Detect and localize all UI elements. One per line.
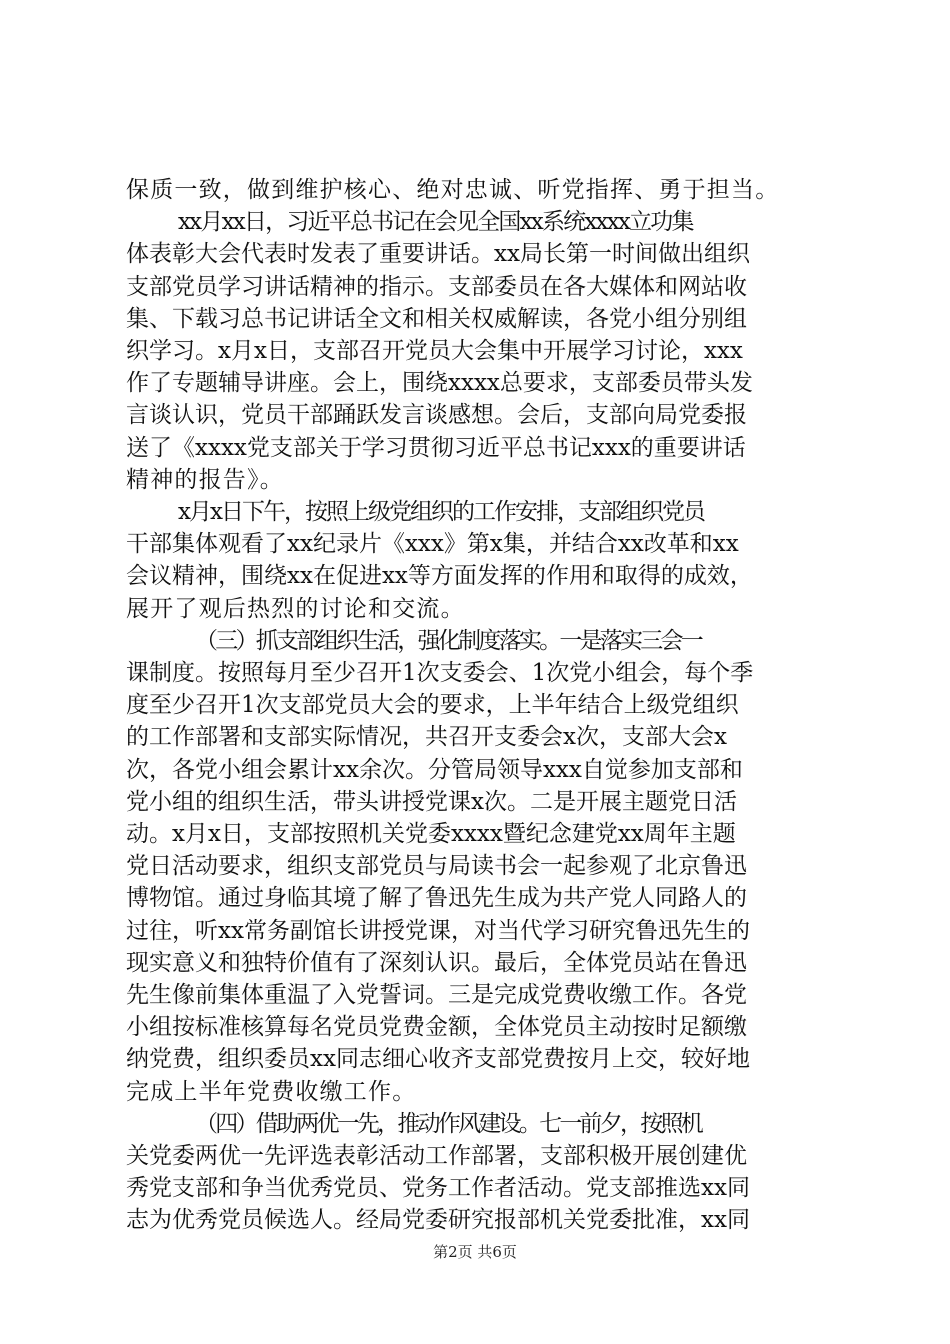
text-line: 党日活动要求，组织支部党员与局读书会一起参观了北京鲁迅 (126, 853, 747, 880)
text-line: 送了《xxxx党支部关于学习贯彻习近平总书记xxx的重要讲话 (126, 434, 746, 461)
text-line: 现实意义和独特价值有了深刻认识。最后，全体党员站在鲁迅 (126, 949, 747, 976)
text-line: 展开了观后热烈的讨论和交流。 (126, 595, 465, 622)
text-line: 的工作部署和支部实际情况，共召开支委会x次，支部大会x (126, 724, 727, 751)
text-line: xx月xx日，习近平总书记在会见全国xx系统xxxx立功集 (178, 209, 693, 236)
text-line: 体表彰大会代表时发表了重要讲话。xx局长第一时间做出组织 (126, 241, 750, 268)
text-line: 会议精神，围绕xx在促进xx等方面发挥的作用和取得的成效， (126, 563, 753, 590)
text-line: 度至少召开1次支部党员大会的要求，上半年结合上级党组织 (126, 692, 739, 719)
text-line: 秀党支部和争当优秀党员、党务工作者活动。党支部推选xx同 (126, 1175, 750, 1202)
text-line: 言谈认识，党员干部踊跃发言谈感想。会后，支部向局党委报 (126, 402, 747, 429)
text-line: 先生像前集体重温了入党誓词。三是完成党费收缴工作。各党 (126, 982, 747, 1008)
text-line: 完成上半年党费收缴工作。 (126, 1078, 417, 1105)
text-line: 精神的报告》。 (126, 466, 284, 493)
text-line: 博物馆。通过身临其境了解了鲁迅先生成为共产党人同路人的 (126, 885, 747, 912)
text-line: 课制度。按照每月至少召开1次支委会、1次党小组会，每个季 (126, 660, 754, 686)
text-line: x月x日下午，按照上级党组织的工作安排，支部组织党员 (178, 499, 704, 525)
text-line: 织学习。x月x日，支部召开党员大会集中开展学习讨论，xxx (126, 338, 743, 364)
text-line: 干部集体观看了xx纪录片《xxx》第x集，并结合xx改革和xx (126, 531, 739, 558)
text-line: 集、下载习总书记讲话全文和相关权威解读，各党小组分别组 (126, 305, 747, 332)
text-line: 保质一致，做到维护核心、绝对忠诚、听党指挥、勇于担当。 (126, 177, 780, 203)
text-line: 次，各党小组会累计xx余次。分管局领导xxx自觉参加支部和 (126, 756, 743, 783)
page-footer: 第2页 共6页 (433, 1243, 517, 1261)
text-line: （四）借助两优一先，推动作风建设。七一前夕，按照机 (195, 1110, 702, 1137)
text-line: 纳党费，组织委员xx同志细心收齐支部党费按月上交，较好地 (126, 1046, 750, 1073)
text-line: 党小组的组织生活，带头讲授党课x次。二是开展主题党日活 (126, 788, 737, 815)
text-line: 过往，听xx常务副馆长讲授党课，对当代学习研究鲁迅先生的 (126, 917, 750, 944)
text-line: 支部党员学习讲话精神的指示。支部委员在各大媒体和网站收 (126, 273, 747, 300)
text-line: 作了专题辅导讲座。会上，围绕xxxx总要求，支部委员带头发 (126, 370, 753, 397)
text-line: 关党委两优一先评选表彰活动工作部署，支部积极开展创建优 (126, 1143, 747, 1169)
text-line: 动。x月x日，支部按照机关党委xxxx暨纪念建党xx周年主题 (126, 821, 736, 847)
text-line: 小组按标准核算每名党员党费金额，全体党员主动按时足额缴 (126, 1014, 747, 1041)
text-line: （三）抓支部组织生活，强化制度落实。一是落实三会一 (195, 627, 702, 654)
text-line: 志为优秀党员候选人。经局党委研究报部机关党委批准，xx同 (126, 1207, 750, 1234)
